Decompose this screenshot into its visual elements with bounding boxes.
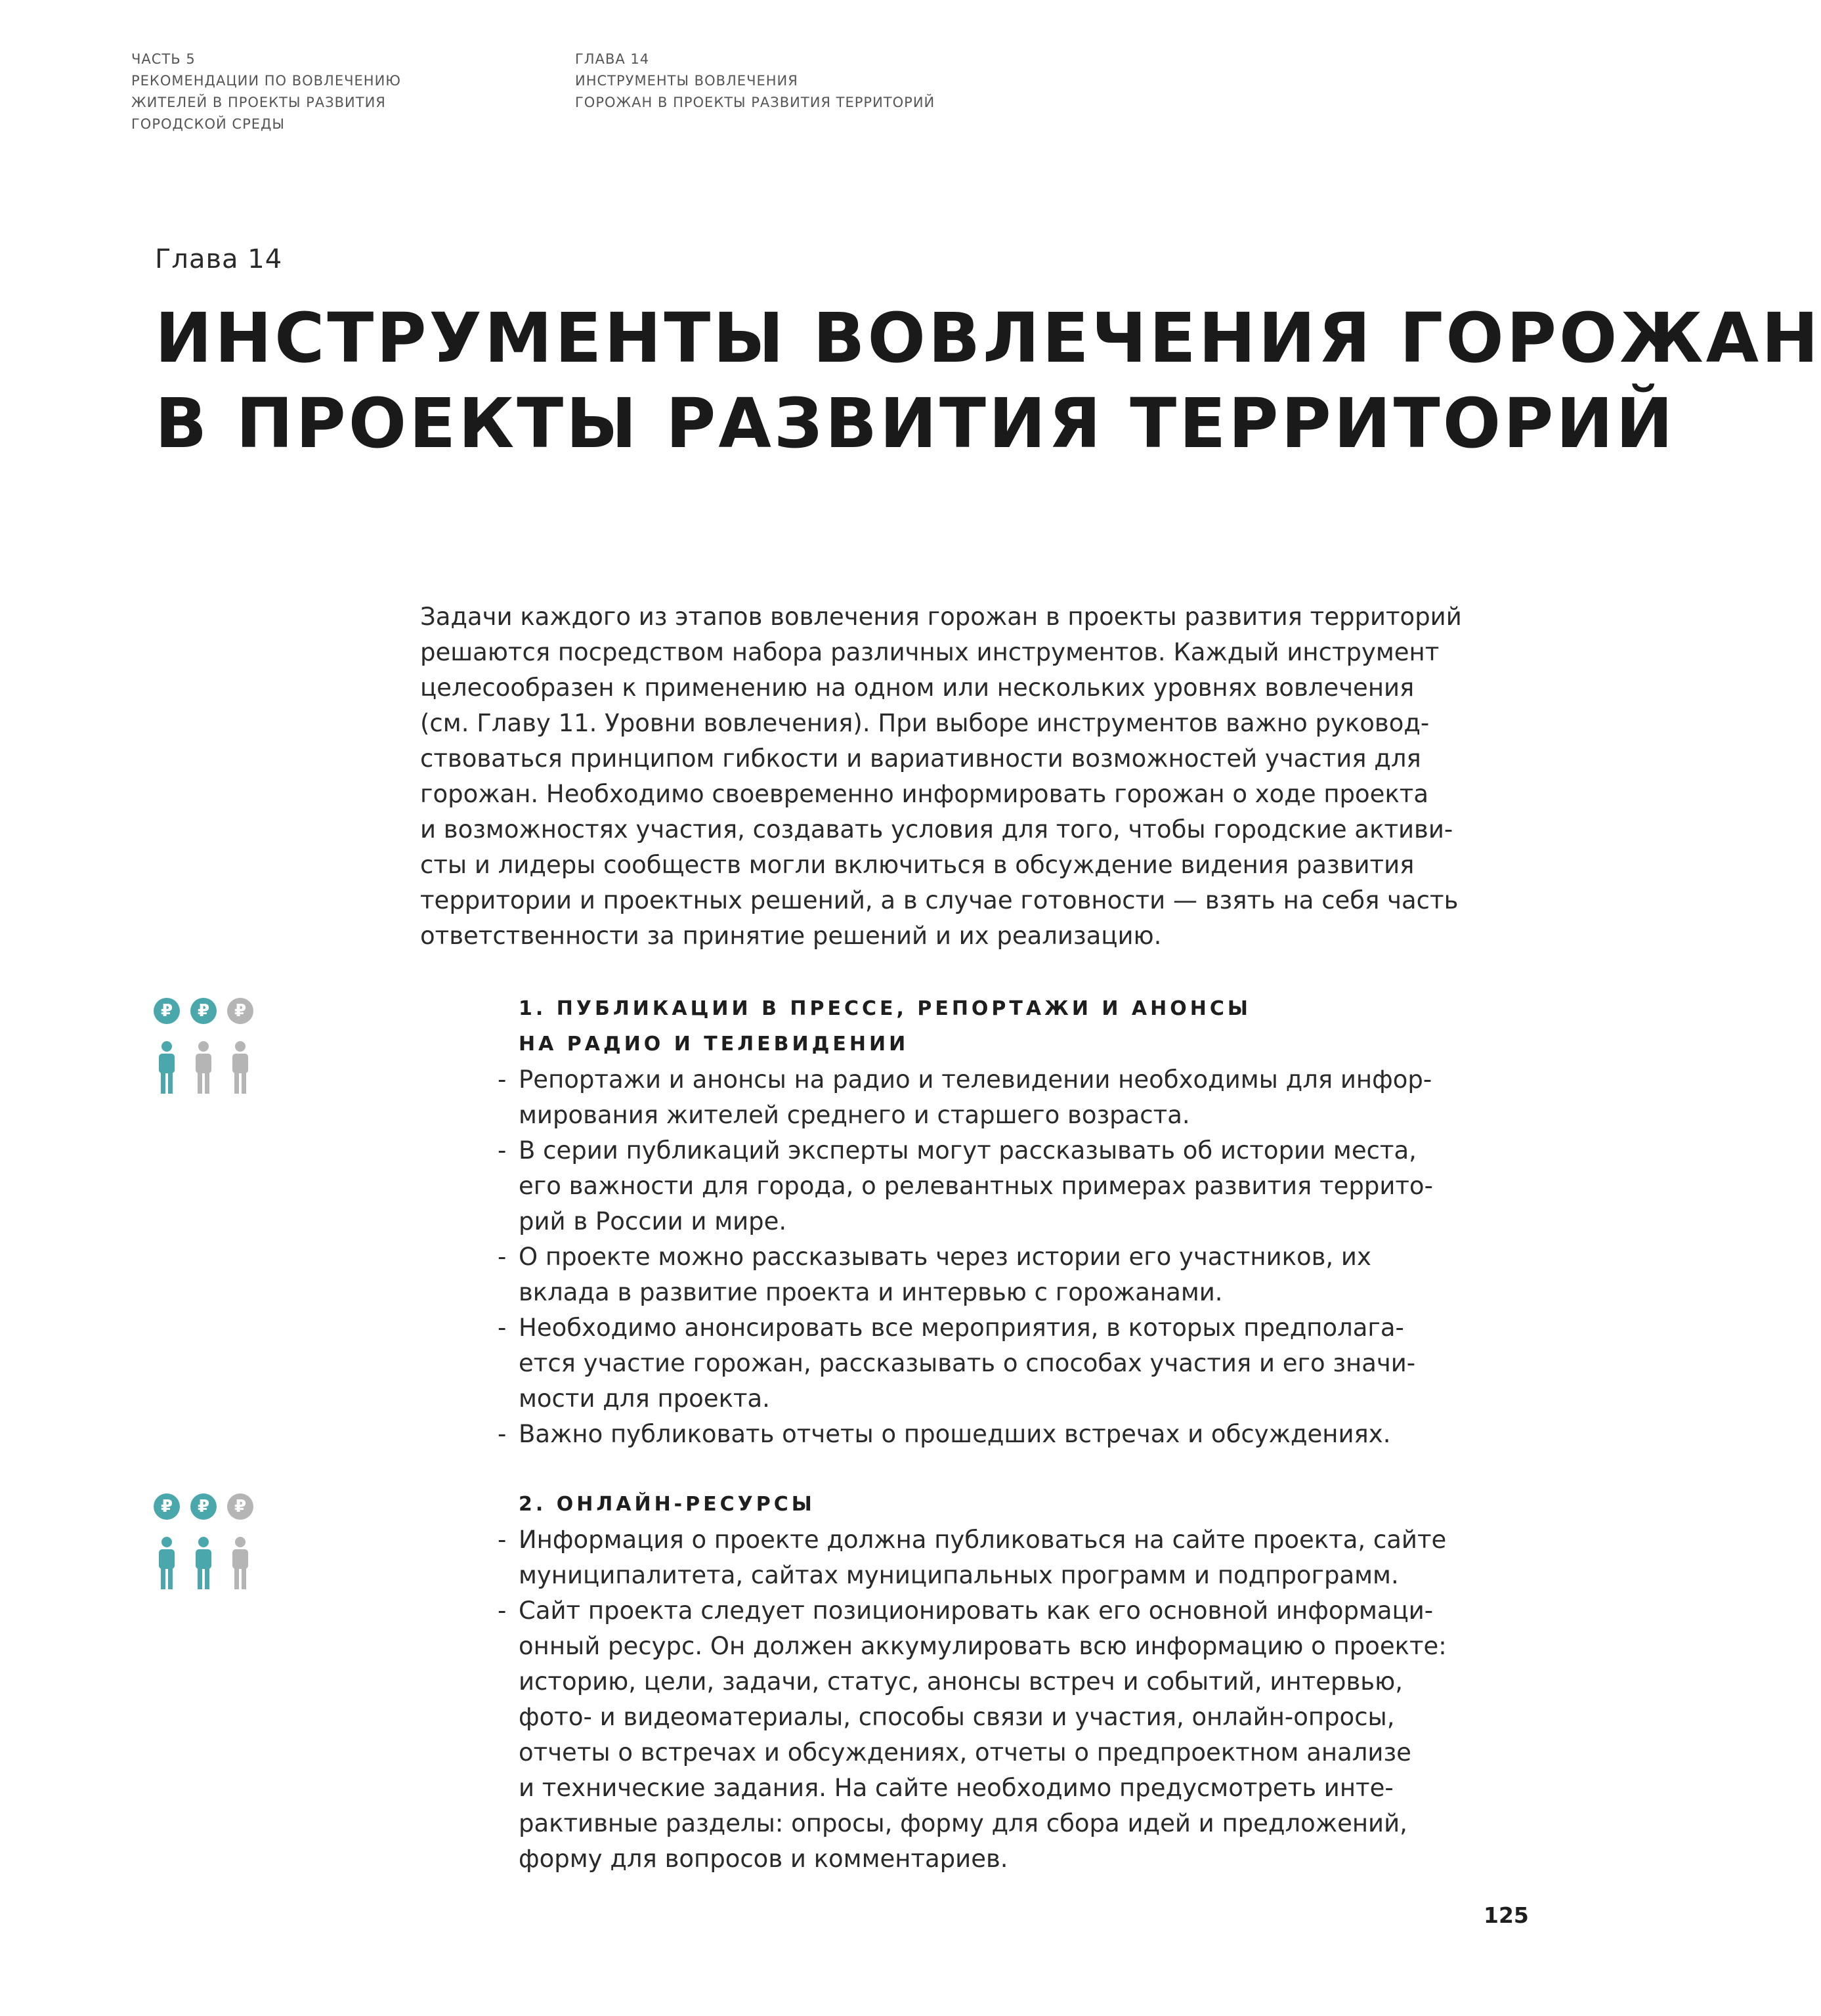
list-item-line: Важно публиковать отчеты о прошедших встречах и обсуждениях. (519, 1420, 1391, 1448)
cost-level-row (154, 1493, 259, 1520)
intro-line: горожан. Необходимо своевременно информировать горожан о ходе проекта (420, 780, 1429, 808)
list-item-line: Информация о проекте должна публиковаться на сайте проекта, сайте (519, 1526, 1447, 1554)
list-item-line: онный ресурс. Он должен аккумулировать всю информацию о проекте: (519, 1632, 1447, 1660)
intro-line: целесообразен к применению на одном или нескольких уровнях вовлечения (420, 674, 1415, 702)
person-icon (190, 1041, 217, 1094)
list-item (492, 1522, 1477, 1593)
section-heading-line: 1. ПУБЛИКАЦИИ В ПРЕССЕ, РЕПОРТАЖИ И АНОНСЫ (519, 997, 1251, 1020)
bullet-list (492, 1062, 1477, 1452)
running-head-line: ГЛАВА 14 (575, 51, 650, 67)
dash-bullet: - (498, 1065, 507, 1094)
list-item (492, 1239, 1477, 1310)
section-heading-line: 2. ОНЛАЙН-РЕСУРСЫ (519, 1493, 815, 1516)
intro-line: Задачи каждого из этапов вовлечения горожан в проекты развития территорий (420, 603, 1462, 631)
running-head-line: ИНСТРУМЕНТЫ ВОВЛЕЧЕНИЯ (575, 73, 798, 89)
list-item (492, 1417, 1477, 1452)
person-icon (227, 1041, 253, 1094)
ruble-coin-icon: ₽ (227, 998, 253, 1024)
list-item-line: Сайт проекта следует позиционировать как его основной информаци- (519, 1597, 1434, 1625)
intro-line: и возможностях участия, создавать условия для того, чтобы городские активи- (420, 815, 1453, 844)
list-item-line: Необходимо анонсировать все мероприятия, в которых предполага- (519, 1314, 1404, 1342)
running-head-line: ЖИТЕЛЕЙ В ПРОЕКТЫ РАЗВИТИЯ (131, 95, 386, 110)
dash-bullet: - (498, 1136, 507, 1165)
list-item-line: его важности для города, о релевантных примерах развития террито- (519, 1172, 1433, 1200)
list-item-line: Репортажи и анонсы на радио и телевидении необходимы для инфор- (519, 1065, 1432, 1094)
list-item-line: отчеты о встречах и обсуждениях, отчеты о предпроектном анализе (519, 1738, 1411, 1767)
page-number: 125 (1484, 1902, 1529, 1928)
ruble-coin-icon: ₽ (190, 1493, 217, 1520)
dash-bullet: - (498, 1526, 507, 1554)
chapter-title-line: ИНСТРУМЕНТЫ ВОВЛЕЧЕНИЯ ГОРОЖАН (155, 298, 1821, 378)
chapter-title-line: В ПРОЕКТЫ РАЗВИТИЯ ТЕРРИТОРИЙ (155, 383, 1676, 463)
list-item (492, 1593, 1477, 1877)
section-heading-line: НА РАДИО И ТЕЛЕВИДЕНИИ (519, 1033, 909, 1056)
list-item (492, 1062, 1477, 1133)
intro-paragraph (420, 599, 1470, 954)
list-item-line: фото- и видеоматериалы, способы связи и участия, онлайн-опросы, (519, 1703, 1395, 1731)
ruble-coin-icon: ₽ (154, 998, 180, 1024)
tool-section-online (492, 1487, 1477, 1877)
bullet-list (492, 1522, 1477, 1877)
list-item-line: рактивные разделы: опросы, форму для сбора идей и предложений, (519, 1809, 1407, 1837)
dash-bullet: - (498, 1597, 507, 1625)
ruble-coin-icon: ₽ (154, 1493, 180, 1520)
list-item (492, 1310, 1477, 1417)
dash-bullet: - (498, 1314, 507, 1342)
people-level-row (154, 1041, 259, 1094)
running-head-line: ГОРОДСКОЙ СРЕДЫ (131, 116, 285, 132)
list-item-line: О проекте можно рассказывать через истории его участников, их (519, 1243, 1371, 1271)
list-item-line: ется участие горожан, рассказывать о способах участия и его значи- (519, 1349, 1416, 1377)
running-head-part (131, 49, 538, 135)
person-icon (227, 1537, 253, 1589)
section-heading (519, 991, 1477, 1062)
dash-bullet: - (498, 1420, 507, 1448)
running-head-line: ЧАСТЬ 5 (131, 51, 196, 67)
intro-line: территории и проектных решений, а в случае готовности — взять на себя часть (420, 886, 1459, 914)
person-icon (154, 1537, 180, 1589)
tool-section-press (492, 991, 1477, 1452)
dash-bullet: - (498, 1243, 507, 1271)
person-icon (190, 1537, 217, 1589)
list-item-line: В серии публикаций эксперты могут рассказывать об истории места, (519, 1136, 1417, 1165)
running-head-line: РЕКОМЕНДАЦИИ ПО ВОВЛЕЧЕНИЮ (131, 73, 401, 89)
intro-line: ответственности за принятие решений и их реализацию. (420, 922, 1162, 950)
cost-level-row (154, 998, 259, 1024)
ruble-coin-icon: ₽ (190, 998, 217, 1024)
intro-line: (см. Главу 11. Уровни вовлечения). При выборе инструментов важно руковод- (420, 709, 1430, 737)
ruble-coin-icon: ₽ (227, 1493, 253, 1520)
engagement-level-icons (154, 1493, 259, 1585)
running-head-line: ГОРОЖАН В ПРОЕКТЫ РАЗВИТИЯ ТЕРРИТОРИЙ (575, 95, 935, 110)
people-level-row (154, 1537, 259, 1589)
chapter-label: Глава 14 (155, 244, 283, 274)
list-item-line: историю, цели, задачи, статус, анонсы встреч и событий, интервью, (519, 1667, 1403, 1696)
list-item-line: мости для проекта. (519, 1384, 770, 1413)
intro-line: ствоваться принципом гибкости и вариативности возможностей участия для (420, 744, 1421, 773)
list-item-line: форму для вопросов и комментариев. (519, 1845, 1008, 1873)
intro-line: сты и лидеры сообществ могли включиться в обсуждение видения развития (420, 851, 1415, 879)
list-item-line: рий в России и мире. (519, 1207, 787, 1235)
intro-line: решаются посредством набора различных инструментов. Каждый инструмент (420, 638, 1440, 666)
person-icon (154, 1041, 180, 1094)
list-item-line: вклада в развитие проекта и интервью с горожанами. (519, 1278, 1223, 1306)
section-heading (519, 1487, 1477, 1522)
list-item (492, 1133, 1477, 1239)
list-item-line: и технические задания. На сайте необходимо предусмотреть инте- (519, 1774, 1394, 1802)
list-item-line: муниципалитета, сайтах муниципальных программ и подпрограмм. (519, 1561, 1399, 1589)
running-head-chapter (575, 49, 1166, 114)
engagement-level-icons (154, 998, 259, 1090)
list-item-line: мирования жителей среднего и старшего возраста. (519, 1101, 1190, 1129)
chapter-title (155, 295, 1821, 466)
